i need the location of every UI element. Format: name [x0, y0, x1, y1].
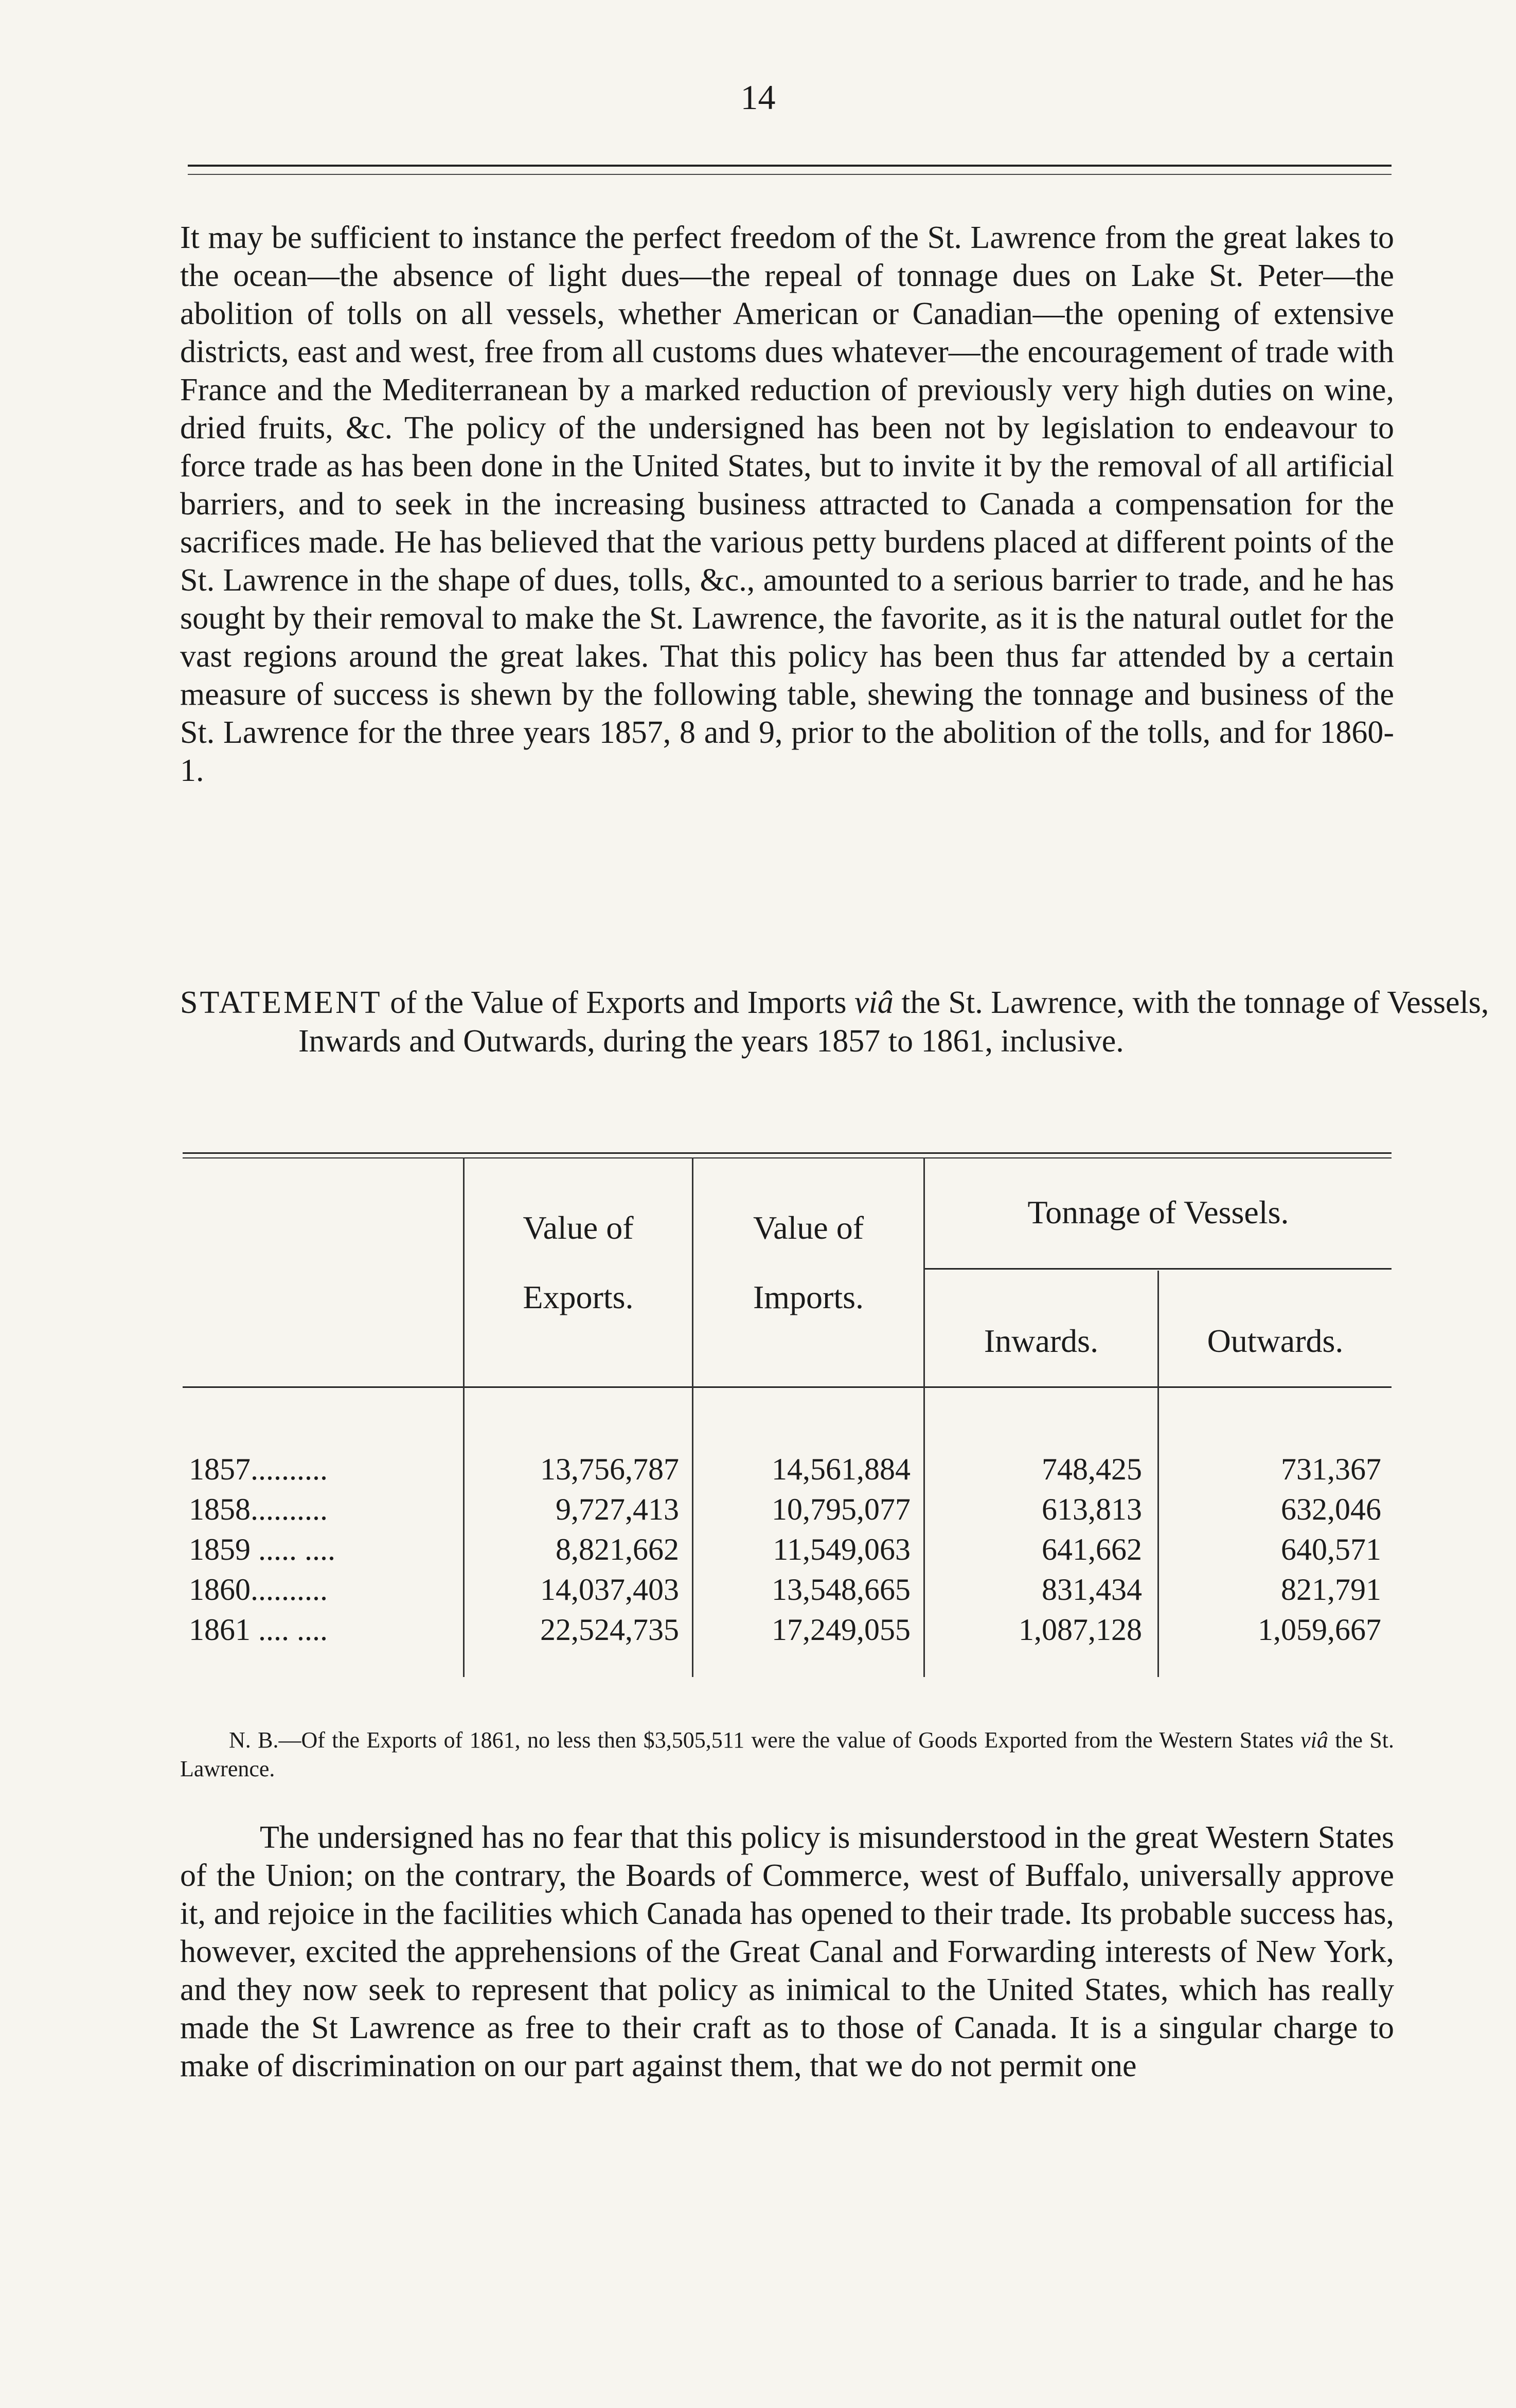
- statement-heading: STATEMENT: [180, 985, 382, 1020]
- cell-imports: 14,561,884: [772, 1452, 911, 1486]
- cell-imports: 11,549,063: [773, 1532, 911, 1566]
- cell-outwards: 640,571: [1281, 1532, 1381, 1566]
- tonnage-divider-rule: [923, 1268, 1392, 1270]
- cell-inwards: 831,434: [1042, 1573, 1142, 1607]
- note-text-a: N. B.—Of the Exports of 1861, no less then $3,505,511 were the value of Goods Exported from the Western States: [229, 1727, 1301, 1753]
- header-exports-line1: Value of: [523, 1209, 634, 1246]
- cell-year: 1857..........: [189, 1452, 328, 1486]
- cell-year: 1858..........: [189, 1492, 328, 1526]
- header-tonnage: Tonnage of Vessels.: [1027, 1194, 1289, 1230]
- header-imports-line2: Imports.: [753, 1279, 864, 1315]
- table-row: [183, 1529, 1392, 1569]
- cell-inwards: 613,813: [1042, 1492, 1142, 1526]
- cell-inwards: 641,662: [1042, 1532, 1142, 1566]
- table-top-rule-2: [183, 1157, 1392, 1158]
- cell-imports: 10,795,077: [772, 1492, 911, 1526]
- header-bottom-rule: [183, 1386, 1392, 1388]
- cell-year: 1860..........: [189, 1573, 328, 1607]
- cell-inwards: 748,425: [1042, 1452, 1142, 1486]
- cell-outwards: 821,791: [1281, 1573, 1381, 1607]
- table-footnote: [180, 1726, 1394, 1783]
- cell-outwards: 1,059,667: [1258, 1613, 1381, 1647]
- paragraph-misunderstood: The undersigned has no fear that this policy is misunderstood in the great Western States of the Union; on the contrary, the Boards of Commerce, west of Buffalo, universally approve it, and rejoice in the facilities which Canada has opened to their trade. Its probable success has, however, excited the apprehensions of the Great Canal and Forwarding interests of New York, and they now seek to represent that policy as inimical to the United States, which has really made the St Lawrence as free to their craft as to those of Canada. It is a singular charge to make of discrimination on our part against them, that we do not permit one: [180, 1820, 1394, 2083]
- cell-exports: 8,821,662: [556, 1532, 679, 1566]
- table-row: [183, 1449, 1392, 1489]
- cell-outwards: 731,367: [1281, 1452, 1381, 1486]
- cell-outwards: 632,046: [1281, 1492, 1381, 1526]
- cell-exports: 9,727,413: [556, 1492, 679, 1526]
- top-double-rule: [188, 165, 1392, 175]
- statement-caption: [180, 984, 1512, 1061]
- table-row: [183, 1569, 1392, 1610]
- paragraph-policy: It may be sufficient to instance the perfect freedom of the St. Lawrence from the great lakes to the ocean—the absence of light dues—the repeal of tonnage dues on Lake St. Peter—the abolition of tolls on all vessels, whether American or Canadian—the opening of extensive districts, east and west, free from all customs dues whatever—the encouragement of trade with France and the Mediterranean by a marked reduction of previously very high duties on wine, dried fruits, &c. The policy of the undersigned has been not by legislation to endeavour to force trade as has been done in the United States, but to invite it by the removal of all artificial barriers, and to seek in the increasing business attracted to Canada a compensation for the sacrifices made. He has believed that the various petty burdens placed at different points of the St. Lawrence in the shape of dues, tolls, &c., amounted to a serious barrier to trade, and he has sought by their removal to make the St. Lawrence, the favorite, as it is the natural outlet for the vast regions around the great lakes. That this policy has been thus far attended by a certain measure of success is shewn by the following table, shewing the tonnage and business of the St. Lawrence for the three years 1857, 8 and 9, prior to the abolition of the tolls, and for 1860-1.: [180, 220, 1394, 788]
- cell-inwards: 1,087,128: [1019, 1613, 1142, 1647]
- note-text-b: the St. Lawrence.: [180, 1727, 1395, 1781]
- cell-year: 1859 ..... ....: [189, 1532, 335, 1566]
- cell-exports: 22,524,735: [540, 1613, 679, 1647]
- cell-year: 1861 .... ....: [189, 1613, 328, 1647]
- trade-statistics-table: [183, 1152, 1392, 1698]
- header-outwards: Outwards.: [1207, 1323, 1344, 1359]
- cell-exports: 13,756,787: [540, 1452, 679, 1486]
- note-via: viâ: [1300, 1727, 1328, 1753]
- header-imports-line1: Value of: [753, 1209, 864, 1246]
- table-row: [183, 1610, 1392, 1650]
- header-inwards: Inwards.: [984, 1323, 1099, 1359]
- cell-imports: 13,548,665: [772, 1573, 911, 1607]
- statement-text-a: of the Value of Exports and Imports: [382, 985, 855, 1020]
- header-exports-line2: Exports.: [523, 1279, 634, 1315]
- statement-via: viâ: [854, 985, 894, 1020]
- page-number: 14: [740, 78, 776, 117]
- table-top-rule: [183, 1152, 1392, 1154]
- table-row: [183, 1489, 1392, 1529]
- cell-imports: 17,249,055: [772, 1613, 911, 1647]
- statement-text-b: the St. Lawrence, with the tonnage of Vessels, Inwards and Outwards, during the years 1857 to 1861, inclusive.: [298, 985, 1489, 1059]
- cell-exports: 14,037,403: [540, 1573, 679, 1607]
